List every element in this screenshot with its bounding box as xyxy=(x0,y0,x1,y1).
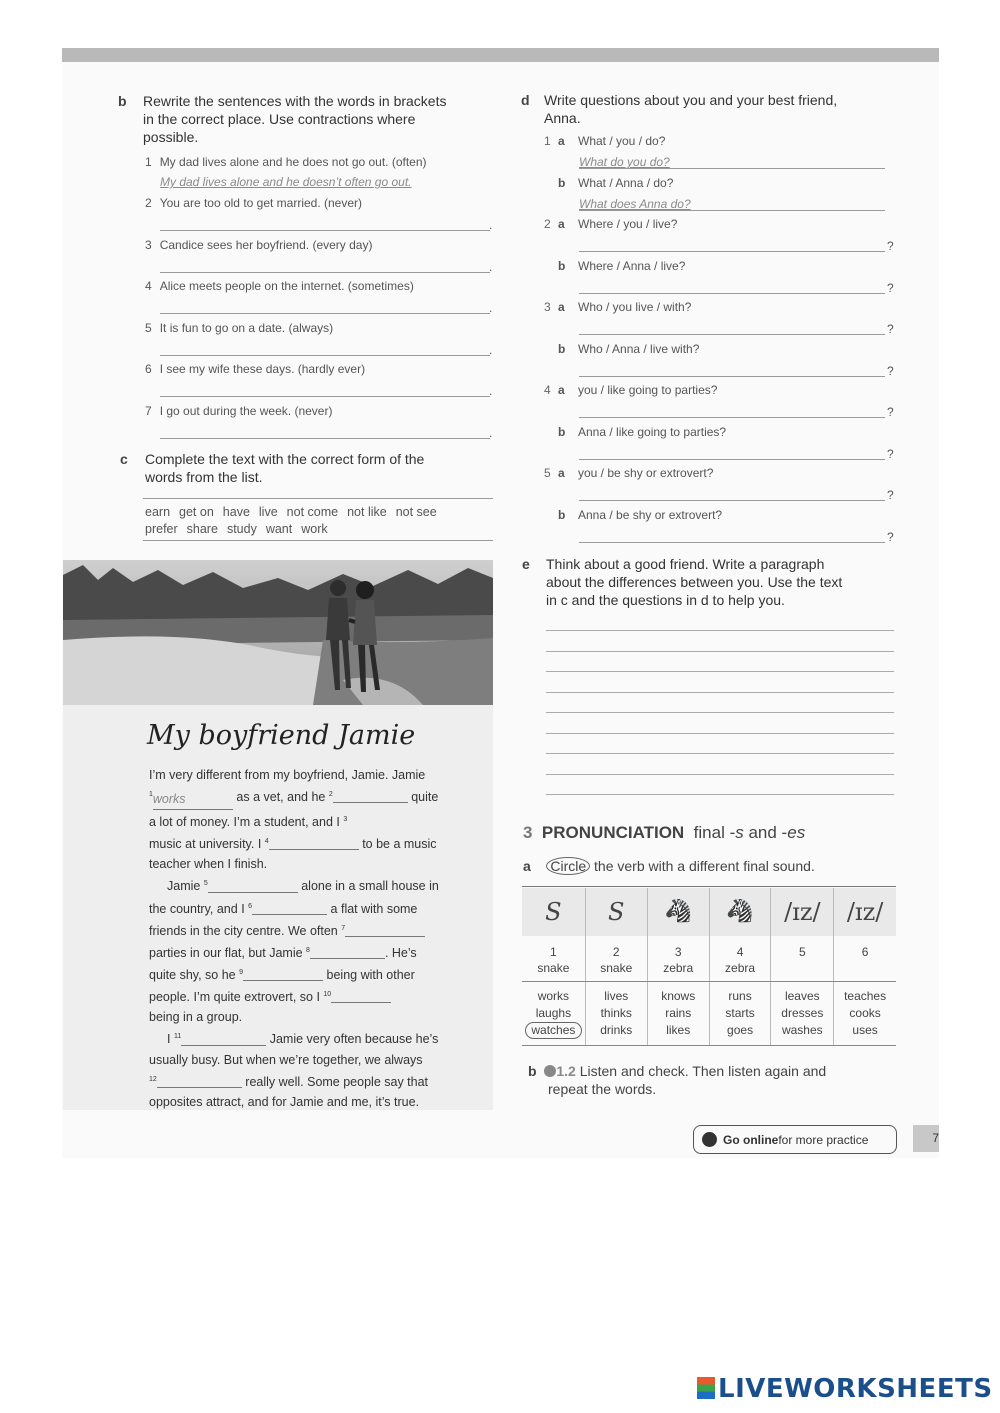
gap-number: 3 xyxy=(343,816,348,824)
word-list-item: work xyxy=(301,522,328,536)
verb-option[interactable]: watches xyxy=(525,1022,582,1039)
story-title: My boyfriend Jamie xyxy=(147,720,416,751)
snake-icon: S xyxy=(608,898,625,926)
question-number: 1 xyxy=(544,134,551,148)
question-item xyxy=(544,300,691,314)
story-line xyxy=(149,785,479,810)
instruction-line: possible. xyxy=(143,129,199,145)
item-text: I see my wife these days. (hardly ever) xyxy=(159,362,366,376)
story-text-segment: Jamie very often because he’s xyxy=(269,1032,439,1047)
full-stop: . xyxy=(489,384,493,398)
section-title: PRONUNCIATION xyxy=(541,823,685,842)
item-number: 3 xyxy=(145,238,152,252)
question-part-letter: b xyxy=(558,341,566,356)
answer-line[interactable] xyxy=(579,500,885,501)
story-text-segment: music at university. I xyxy=(149,837,262,852)
answer-line[interactable] xyxy=(579,417,885,418)
story-text-segment: opposites attract, and for Jamie and me, it’s true. xyxy=(149,1094,420,1109)
answer-line[interactable] xyxy=(160,355,490,356)
answer-text: What do you do? xyxy=(579,155,670,169)
story-text-segment: Jamie xyxy=(167,879,201,894)
answer-line[interactable] xyxy=(579,459,885,460)
item-number: 6 xyxy=(145,362,152,376)
question-item xyxy=(544,176,673,190)
story-text-segment: usually busy. But when we’re together, we always xyxy=(149,1052,423,1067)
question-part-letter: a xyxy=(558,217,565,231)
word-list-item: have xyxy=(222,505,250,519)
liveworksheets-logo xyxy=(697,1374,993,1404)
gap-number: 1 xyxy=(149,791,153,798)
verb-option[interactable]: works xyxy=(537,989,570,1003)
word-box-top-rule xyxy=(143,498,493,499)
section-number: 3 xyxy=(523,823,533,842)
go-online-link[interactable] xyxy=(693,1125,897,1154)
item-text: Alice meets people on the internet. (sometimes) xyxy=(159,279,414,293)
story-text-segment: teacher when I finish. xyxy=(149,857,268,872)
word-list-item: study xyxy=(226,522,257,536)
answer-line xyxy=(579,168,885,169)
verb-option[interactable]: drinks xyxy=(600,1023,633,1037)
column-label: snake xyxy=(600,961,633,975)
verb-option[interactable]: rains xyxy=(665,1006,692,1020)
number-label-cell xyxy=(647,936,709,982)
word-list-row-1 xyxy=(145,505,446,519)
question-mark: ? xyxy=(887,488,894,502)
question-part-letter: a xyxy=(558,466,565,480)
writing-line[interactable] xyxy=(546,630,894,631)
story-text-segment: . He’s xyxy=(384,946,417,961)
full-stop: . xyxy=(489,260,493,274)
page-number: 7 xyxy=(913,1125,939,1152)
verb-option[interactable]: runs xyxy=(728,989,752,1003)
column-number: 1 xyxy=(550,945,557,959)
item-text: Candice sees her boyfriend. (every day) xyxy=(159,238,373,252)
word-box-bottom-rule xyxy=(143,540,493,541)
verb-option[interactable]: likes xyxy=(666,1023,691,1037)
number-label-cell xyxy=(585,936,647,982)
gap-number: 11 xyxy=(173,1033,182,1041)
number-label-cell xyxy=(834,936,896,982)
phoneme-symbol: /ɪz/ xyxy=(784,898,821,926)
verb-option[interactable]: knows xyxy=(661,989,696,1003)
full-stop: . xyxy=(489,218,493,232)
question-prompt: Anna / like going to parties? xyxy=(578,424,727,439)
exercise-item xyxy=(145,321,333,335)
answer-line[interactable] xyxy=(160,313,490,314)
question-number: 2 xyxy=(544,217,551,231)
symbol-cell xyxy=(709,888,771,936)
story-text-segment: a lot of money. I’m a student, and I xyxy=(149,815,340,830)
story-line xyxy=(149,1050,479,1070)
story-line xyxy=(149,1007,479,1027)
verb-option[interactable]: washes xyxy=(781,1023,823,1037)
symbol-row xyxy=(522,888,896,936)
answer-text: What does Anna do? xyxy=(579,196,691,211)
gap-blank[interactable] xyxy=(269,837,359,850)
exercise-item xyxy=(145,196,362,210)
story-line xyxy=(149,1027,479,1049)
question-item xyxy=(544,383,717,397)
section-e-instruction xyxy=(546,555,896,609)
item-letter: a xyxy=(523,858,531,874)
symbol-cell xyxy=(834,888,896,936)
gap-number: 7 xyxy=(341,924,346,932)
story-line xyxy=(149,1092,479,1112)
story-text-segment: being with other xyxy=(326,968,415,983)
question-item xyxy=(544,425,726,439)
story-line xyxy=(149,874,479,896)
question-part-letter: a xyxy=(558,134,565,148)
answer-line[interactable] xyxy=(160,438,490,439)
story-text-segment: a flat with some xyxy=(330,901,418,916)
writing-line[interactable] xyxy=(546,753,894,754)
writing-line[interactable] xyxy=(546,733,894,734)
item-number: 7 xyxy=(145,404,152,418)
section-c-instruction xyxy=(145,450,495,486)
full-stop: . xyxy=(489,301,493,315)
brand-icon xyxy=(697,1377,715,1399)
answer-line[interactable] xyxy=(579,251,885,252)
subtitle-part: es xyxy=(787,823,806,842)
instruction-line: Anna. xyxy=(544,110,581,126)
instruction-line: Think about a good friend. Write a paragraph xyxy=(546,556,825,572)
landscape-illustration xyxy=(63,560,493,705)
gap-blank[interactable] xyxy=(243,968,323,981)
brand-name: LIVEWORKSHEETS xyxy=(718,1374,993,1404)
section-c-letter: c xyxy=(120,451,128,467)
instruction-line: Rewrite the sentences with the words in brackets xyxy=(143,93,447,109)
answer-text: My dad lives alone and he doesn’t often go out. xyxy=(160,175,412,189)
question-mark: ? xyxy=(887,446,894,461)
verb-option[interactable]: thinks xyxy=(600,1006,632,1020)
verb-option[interactable]: dresses xyxy=(781,1006,824,1020)
gap-number: 9 xyxy=(239,969,244,977)
story-line xyxy=(149,854,479,874)
item-number: 2 xyxy=(145,196,152,210)
column-number: 6 xyxy=(861,945,869,959)
gap-number: 4 xyxy=(264,838,269,846)
gap-blank[interactable] xyxy=(310,946,385,959)
words-cell xyxy=(771,982,834,1046)
story-text-segment: people. I’m quite extrovert, so I xyxy=(149,990,320,1005)
instruction-line: in the correct place. Use contractions where xyxy=(143,111,416,127)
section-b-instruction xyxy=(143,92,493,146)
writing-line[interactable] xyxy=(546,712,894,713)
gap-number: 5 xyxy=(203,880,208,888)
exercise-item xyxy=(145,404,332,418)
subtitle-part: and - xyxy=(743,823,788,842)
story-text-segment: I’m very different from my boyfriend, Jamie. Jamie xyxy=(149,768,426,782)
item-text: I go out during the week. (never) xyxy=(159,404,333,418)
words-cell xyxy=(834,982,896,1046)
story-text-segment: really well. Some people say that xyxy=(245,1074,429,1089)
track-number: 1.2 xyxy=(556,1063,576,1079)
exercise-item xyxy=(145,238,372,252)
question-prompt: Who / Anna / live with? xyxy=(578,341,700,356)
item-number: 1 xyxy=(145,155,152,169)
story-text-segment: the country, and I xyxy=(149,901,245,916)
question-mark: ? xyxy=(887,363,894,378)
question-part-letter: b xyxy=(558,258,566,273)
subtitle-part: s xyxy=(735,823,744,842)
column-number: 4 xyxy=(736,945,744,959)
number-label-cell xyxy=(771,936,834,982)
answer-line[interactable] xyxy=(160,230,490,231)
words-cell xyxy=(647,982,709,1046)
story-text-segment: to be a music xyxy=(362,837,437,852)
item-text: It is fun to go on a date. (always) xyxy=(159,321,334,335)
gap-blank[interactable] xyxy=(208,880,298,893)
gap-blank[interactable] xyxy=(181,1033,266,1046)
word-list-item: not come xyxy=(286,505,339,519)
gap-blank[interactable] xyxy=(157,1075,242,1088)
column-label: zebra xyxy=(663,961,694,975)
word-list-item: prefer xyxy=(145,522,178,536)
gap-blank[interactable] xyxy=(331,990,391,1003)
word-list-item: live xyxy=(258,505,278,519)
question-prompt: Who / you live / with? xyxy=(578,300,692,314)
writing-line[interactable] xyxy=(546,651,894,652)
item-number: 4 xyxy=(145,279,152,293)
story-text-segment: being in a group. xyxy=(149,1010,243,1025)
question-prompt: Where / Anna / live? xyxy=(578,258,686,273)
exercise-item xyxy=(145,155,427,169)
word-list-item: share xyxy=(186,522,218,536)
answer-line[interactable] xyxy=(579,542,885,543)
exercise-item xyxy=(145,279,414,293)
label-row xyxy=(522,936,896,982)
story-line xyxy=(149,765,479,785)
column-number: 2 xyxy=(612,945,620,959)
exercise-item xyxy=(145,362,365,376)
number-label-cell xyxy=(522,936,585,982)
verb-option[interactable]: leaves xyxy=(784,989,820,1003)
gap-blank[interactable]: works xyxy=(153,789,233,810)
story-line xyxy=(149,810,479,832)
question-part-letter: a xyxy=(558,383,565,397)
zebra-icon: 🦓 xyxy=(664,899,692,924)
answer-line[interactable] xyxy=(579,376,885,377)
words-cell xyxy=(522,982,585,1046)
story-text-segment: parties in our flat, but Jamie xyxy=(149,946,303,961)
question-item xyxy=(544,259,685,273)
story-line xyxy=(149,897,479,919)
column-label: snake xyxy=(537,961,570,975)
word-list-item: get on xyxy=(179,505,214,519)
verb-option[interactable]: uses xyxy=(852,1023,878,1037)
go-online-label: Go online xyxy=(723,1132,779,1147)
story-text-segment: quite shy, so he xyxy=(149,968,236,983)
phoneme-symbol: /ɪz/ xyxy=(846,898,884,926)
column-number: 3 xyxy=(674,945,682,959)
instruction-text: Listen and check. Then listen again and xyxy=(579,1063,827,1079)
verb-option[interactable]: goes xyxy=(727,1023,754,1037)
subtitle-part: final - xyxy=(693,823,736,842)
symbol-cell xyxy=(647,888,709,936)
gap-number: 12 xyxy=(149,1075,157,1083)
zebra-icon: 🦓 xyxy=(726,899,754,924)
question-part-letter: b xyxy=(558,507,566,522)
item-number: 5 xyxy=(145,321,152,335)
verb-option[interactable]: laughs xyxy=(535,1006,572,1020)
column-label: zebra xyxy=(725,961,756,975)
verb-option[interactable]: teaches xyxy=(844,989,887,1003)
story-text-segment: quite xyxy=(411,790,439,805)
snake-icon: S xyxy=(545,898,562,926)
writing-line[interactable] xyxy=(546,692,894,693)
story-line xyxy=(149,1070,479,1092)
answer-line[interactable] xyxy=(579,293,885,294)
verb-option[interactable]: starts xyxy=(725,1006,755,1020)
story-line xyxy=(149,919,479,941)
writing-line[interactable] xyxy=(546,774,894,775)
story-text-segment: friends in the city centre. We often xyxy=(149,923,338,938)
question-number: 3 xyxy=(544,300,551,314)
symbol-cell xyxy=(522,888,585,936)
question-item xyxy=(544,466,713,480)
gap-number: 2 xyxy=(328,791,333,798)
question-mark: ? xyxy=(887,322,894,336)
question-item xyxy=(544,508,722,522)
couple-walking-photo xyxy=(63,560,493,705)
full-stop: . xyxy=(489,426,493,440)
answer-line[interactable] xyxy=(160,396,490,397)
instruction-line: Write questions about you and your best friend, xyxy=(544,92,838,108)
words-row xyxy=(522,982,896,1046)
word-list-item: not see xyxy=(395,505,437,519)
symbol-cell xyxy=(585,888,647,936)
story-line xyxy=(149,832,479,854)
gap-number: 6 xyxy=(248,902,253,910)
column-number: 5 xyxy=(798,945,806,959)
go-online-rest: for more practice xyxy=(778,1132,869,1147)
page-top-bar xyxy=(62,48,939,62)
item-text: You are too old to get married. (never) xyxy=(159,196,363,210)
word-list-item: not like xyxy=(347,505,387,519)
pronunciation-heading xyxy=(523,823,805,843)
number-label-cell xyxy=(709,936,771,982)
word-list-item: want xyxy=(265,522,293,536)
full-stop: . xyxy=(489,343,493,357)
question-number: 5 xyxy=(544,466,551,480)
question-prompt: you / like going to parties? xyxy=(578,383,718,397)
section-e-letter: e xyxy=(522,556,530,572)
story-text-segment: as a vet, and he xyxy=(236,790,326,805)
question-mark: ? xyxy=(887,280,894,295)
answer-line[interactable] xyxy=(579,334,885,335)
section-d-letter: d xyxy=(521,92,530,108)
answer-line[interactable] xyxy=(160,272,490,273)
answer-line xyxy=(579,210,885,211)
verb-option[interactable]: lives xyxy=(604,989,629,1003)
story-line xyxy=(149,963,479,985)
question-mark: ? xyxy=(887,239,894,253)
gap-blank[interactable] xyxy=(252,902,327,915)
question-part-letter: b xyxy=(558,424,566,439)
question-number: 4 xyxy=(544,383,551,397)
verb-option[interactable]: cooks xyxy=(849,1006,881,1020)
question-prompt: Anna / be shy or extrovert? xyxy=(578,507,723,522)
question-prompt: What / Anna / do? xyxy=(578,175,674,190)
story-line xyxy=(149,985,479,1007)
instruction-line: in c and the questions in d to help you. xyxy=(546,592,785,608)
circle-word: Circle xyxy=(546,857,590,875)
story-text-segment: I xyxy=(167,1032,171,1047)
instruction-line: words from the list. xyxy=(145,469,263,485)
audio-icon[interactable] xyxy=(544,1065,556,1077)
gap-blank[interactable] xyxy=(345,924,425,937)
question-prompt: you / be shy or extrovert? xyxy=(578,466,714,480)
word-list-item: earn xyxy=(145,505,171,519)
question-prompt: What / you / do? xyxy=(578,134,666,148)
story-text-segment: alone in a small house in xyxy=(301,879,439,894)
question-part-letter: b xyxy=(558,175,566,190)
question-item xyxy=(544,134,665,148)
instruction-text: repeat the words. xyxy=(548,1081,657,1097)
instruction-text: the verb with a different final sound. xyxy=(590,858,815,874)
word-list-row-2 xyxy=(145,522,337,536)
gap-blank[interactable] xyxy=(333,790,408,803)
section-b-letter: b xyxy=(118,93,127,109)
question-mark: ? xyxy=(887,529,894,544)
pronunciation-a-instruction xyxy=(523,858,815,874)
question-item xyxy=(544,342,699,356)
instruction-line: Complete the text with the correct form of the xyxy=(145,451,425,467)
writing-line[interactable] xyxy=(546,794,894,795)
pronunciation-table xyxy=(522,888,896,1046)
words-cell xyxy=(585,982,647,1046)
globe-cursor-icon xyxy=(702,1132,717,1147)
item-text: My dad lives alone and he does not go out. (often) xyxy=(159,155,427,169)
table-top-rule xyxy=(522,886,896,887)
item-letter: b xyxy=(528,1063,537,1079)
question-prompt: Where / you / live? xyxy=(578,217,678,231)
gap-number: 10 xyxy=(323,991,332,999)
section-d-instruction xyxy=(544,91,894,127)
gap-number: 8 xyxy=(306,946,310,954)
words-cell xyxy=(709,982,771,1046)
question-item xyxy=(544,217,677,231)
writing-line[interactable] xyxy=(546,671,894,672)
story-text xyxy=(149,765,479,1112)
pronunciation-b-instruction xyxy=(528,1062,826,1098)
symbol-cell xyxy=(771,888,834,936)
question-mark: ? xyxy=(887,405,894,419)
story-line xyxy=(149,941,479,963)
instruction-line: about the differences between you. Use the text xyxy=(546,574,843,590)
question-part-letter: a xyxy=(558,300,565,314)
